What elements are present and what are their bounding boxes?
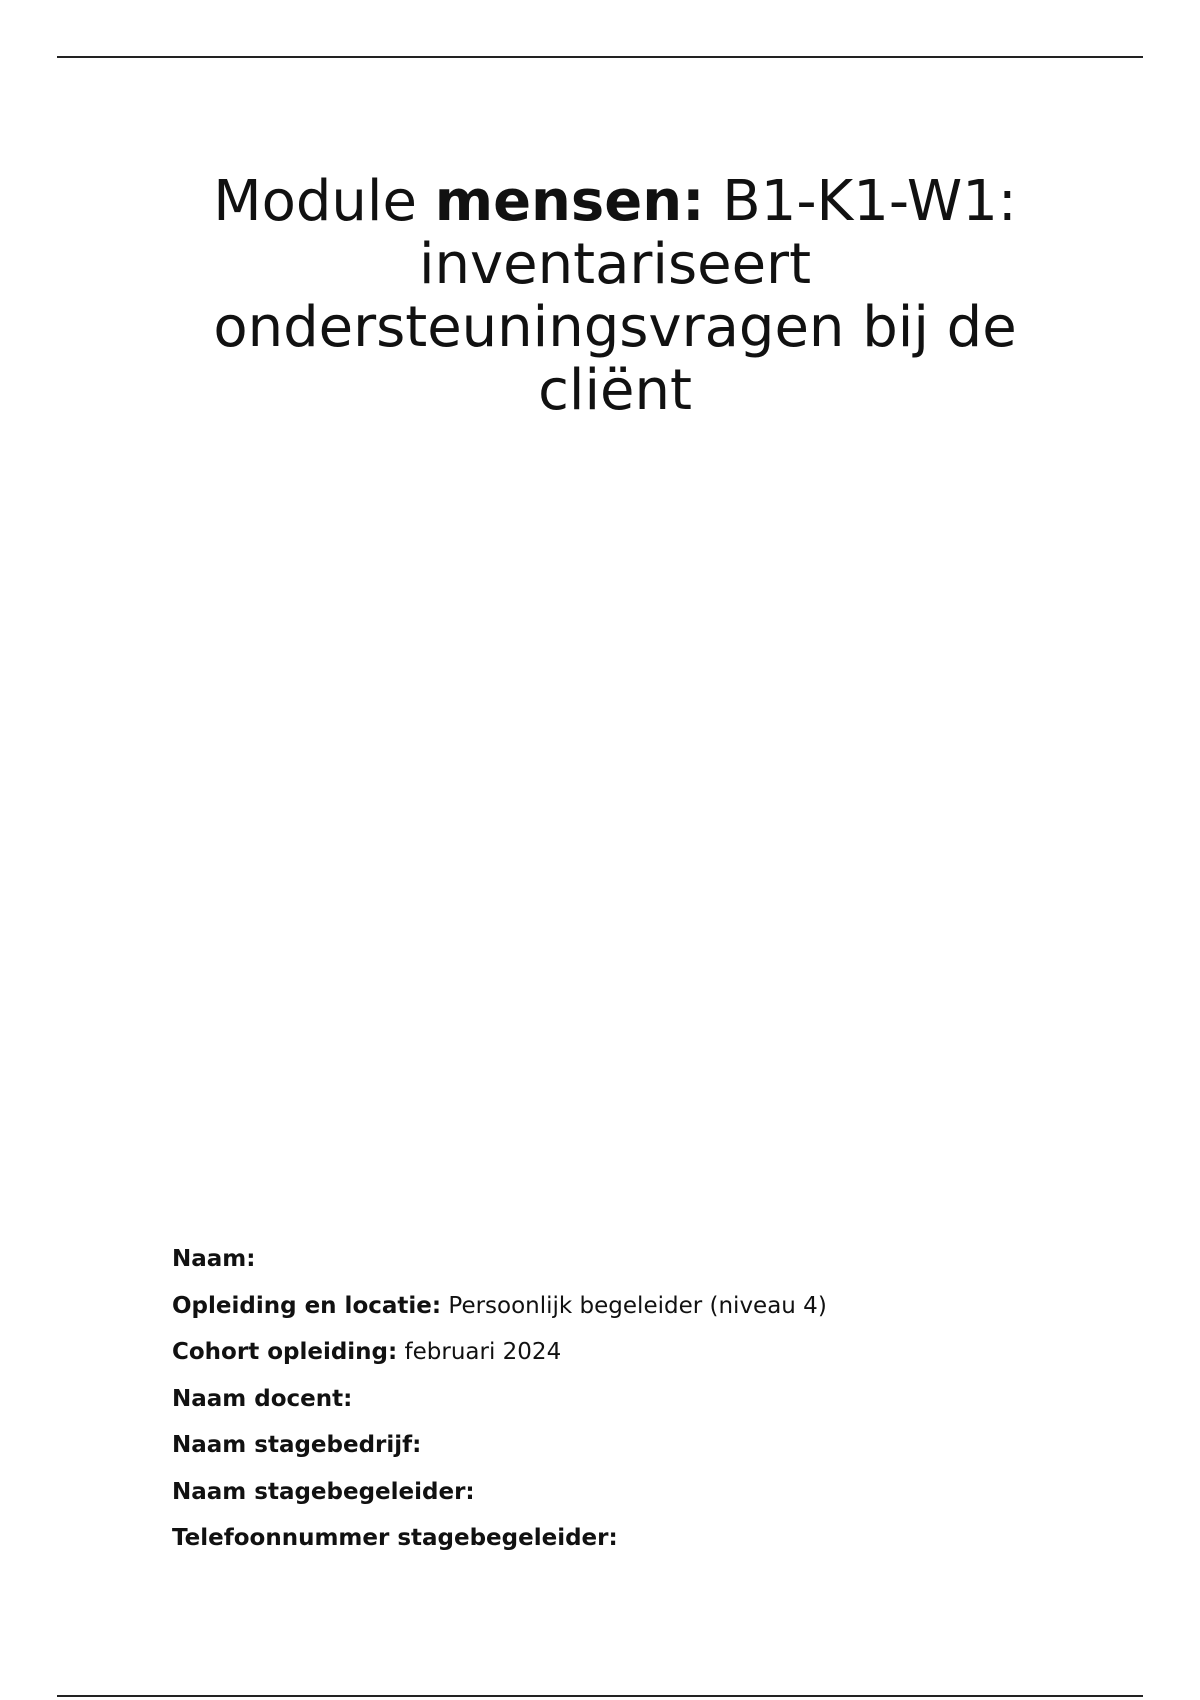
header-rule [57,56,1143,58]
field-naam [172,1236,827,1283]
field-label: Naam: [172,1246,256,1272]
student-info-block [172,1236,827,1562]
field-stagebegeleider [172,1469,827,1516]
field-value: februari 2024 [404,1339,562,1365]
title-rest: B1-K1-W1: inventariseert ondersteuningsvragen bij de cliënt [213,169,1017,423]
document-title [150,170,1080,422]
field-label: Naam stagebegeleider: [172,1478,475,1505]
field-naam-docent [172,1376,827,1423]
title-prefix: Module [213,169,435,234]
field-value: Persoonlijk begeleider (niveau 4) [448,1292,827,1319]
field-cohort [172,1329,827,1376]
field-label: Naam docent: [172,1385,353,1412]
field-opleiding-locatie [172,1283,827,1330]
field-label: Cohort opleiding: [172,1339,398,1365]
field-label: Opleiding en locatie: [172,1292,442,1319]
field-label: Telefoonnummer stagebegeleider: [172,1525,618,1551]
field-telefoon-stagebegeleider [172,1515,827,1562]
field-stagebedrijf [172,1422,827,1469]
footer-rule [57,1695,1143,1697]
field-label: Naam stagebedrijf: [172,1432,422,1458]
title-bold-part: mensen: [434,169,705,234]
